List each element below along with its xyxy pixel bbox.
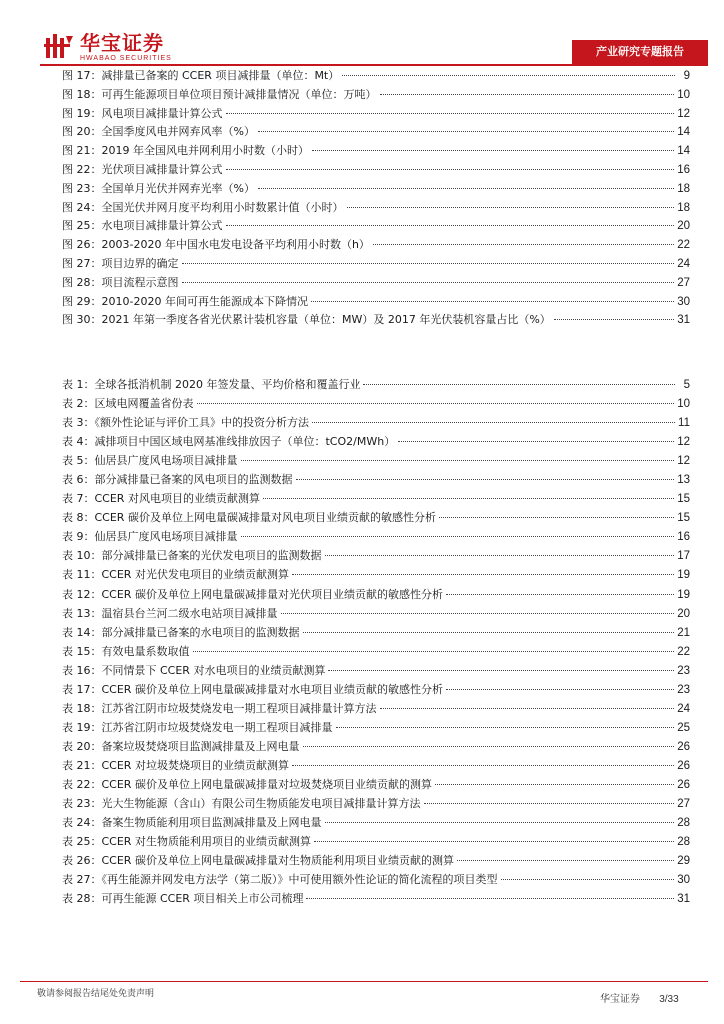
table-index-entry-page: 23 — [677, 664, 690, 677]
hwabao-logo-icon — [44, 32, 74, 60]
table-index-entry-page: 16 — [677, 531, 690, 544]
dot-leader — [263, 498, 674, 499]
figure-index-entry-page: 14 — [677, 126, 690, 139]
figure-index-entry[interactable] — [62, 123, 690, 142]
table-index-entry-page: 13 — [677, 474, 690, 487]
table-index-entry-page: 10 — [677, 398, 690, 411]
figure-index-entry-page: 18 — [677, 182, 690, 195]
dot-leader — [182, 282, 675, 283]
page-number: 3/33 — [659, 994, 679, 1005]
dot-leader — [226, 169, 675, 170]
dot-leader — [312, 422, 675, 423]
table-index-entry-title: 表 18：江苏省江阴市垃圾焚烧发电一期工程项目减排量计算方法 — [62, 701, 377, 715]
figure-index-entry[interactable] — [62, 86, 690, 105]
dot-leader — [380, 94, 675, 95]
figure-index-entry-page: 9 — [683, 70, 690, 82]
table-index-entry[interactable] — [62, 870, 690, 889]
figure-index-entry-title: 图 22：光伏项目减排量计算公式 — [62, 162, 223, 176]
table-index-entry[interactable] — [62, 375, 690, 394]
figure-index-entry-page: 31 — [677, 314, 690, 327]
footer-info — [600, 990, 679, 1005]
figure-index-entry[interactable] — [62, 293, 690, 312]
table-index-entry-title: 表 25：CCER 对生物质能利用项目的业绩贡献测算 — [62, 835, 311, 849]
table-index-entry[interactable] — [62, 394, 690, 413]
table-index-entry[interactable] — [62, 661, 690, 680]
table-index-entry-title: 表 21：CCER 对垃圾焚烧项目的业绩贡献测算 — [62, 758, 289, 772]
table-index-entry-title: 表 14：部分减排量已备案的水电项目的监测数据 — [62, 625, 300, 639]
table-index-entry[interactable] — [62, 832, 690, 851]
dot-leader — [311, 301, 674, 302]
table-index-entry[interactable] — [62, 699, 690, 718]
table-index-entry[interactable] — [62, 508, 690, 527]
table-index-entry-page: 20 — [677, 607, 690, 620]
dot-leader — [328, 670, 674, 671]
table-index-entry-page: 29 — [677, 855, 690, 868]
figure-index-entry[interactable] — [62, 105, 690, 124]
table-index-entry-title: 表 20：备案垃圾焚烧项目监测减排量及上网电量 — [62, 739, 300, 753]
dot-leader — [292, 574, 674, 575]
table-index-entry[interactable] — [62, 851, 690, 870]
dot-leader — [226, 113, 675, 114]
table-index-entry-title: 表 7：CCER 对风电项目的业绩贡献测算 — [62, 492, 260, 506]
dot-leader — [446, 594, 674, 595]
figure-index-entry-title: 图 21：2019 年全国风电并网利用小时数（小时） — [62, 144, 309, 158]
figure-index-entry-title: 图 23：全国单月光伏并网弃光率（%） — [62, 181, 255, 195]
table-index-entry[interactable] — [62, 604, 690, 623]
table-index-entry-title: 表 19：江苏省江阴市垃圾焚烧发电一期工程项目减排量 — [62, 720, 333, 734]
dot-leader — [303, 632, 675, 633]
brand-name-en: HWABAO SECURITIES — [80, 55, 172, 62]
figure-index-entry[interactable] — [62, 199, 690, 218]
figure-index-entry-title: 图 18：可再生能源项目单位项目预计减排量情况（单位：万吨） — [62, 87, 377, 101]
dot-leader — [380, 708, 675, 709]
table-index-entry-page: 21 — [677, 626, 690, 639]
table-index-entry-page: 15 — [677, 512, 690, 525]
dot-leader — [241, 460, 675, 461]
table-index-entry[interactable] — [62, 680, 690, 699]
table-index-entry-page: 31 — [677, 893, 690, 906]
dot-leader — [193, 651, 675, 652]
table-index-entry-page: 19 — [677, 588, 690, 601]
figure-index-entry-title: 图 28：项目流程示意图 — [62, 275, 179, 289]
figure-index-entry[interactable] — [62, 180, 690, 199]
table-index-entry-title: 表 26：CCER 碳价及单位上网电量碳减排量对生物质能利用项目业绩贡献的测算 — [62, 854, 454, 868]
table-index-entry-page: 23 — [677, 683, 690, 696]
table-index-entry-title: 表 3：《额外性论证与评价工具》中的投资分析方法 — [62, 416, 309, 430]
footer-brand: 华宝证券 — [600, 994, 640, 1005]
figure-index-entry[interactable] — [62, 67, 690, 86]
table-index-entry-page: 11 — [678, 417, 690, 430]
table-index-entry[interactable] — [62, 470, 690, 489]
table-index-entry-page: 26 — [677, 778, 690, 791]
figure-index-entry-title: 图 17：减排量已备案的 CCER 项目减排量（单位：Mt） — [62, 69, 340, 82]
dot-leader — [312, 150, 674, 151]
table-index-entry[interactable] — [62, 565, 690, 584]
table-index-entry-title: 表 12：CCER 碳价及单位上网电量碳减排量对光伏项目业绩贡献的敏感性分析 — [62, 587, 443, 601]
dot-leader — [281, 613, 675, 614]
figure-index-entry-page: 16 — [677, 163, 690, 176]
figure-index-entry[interactable] — [62, 142, 690, 161]
figure-index-entry-page: 10 — [677, 88, 690, 101]
figure-index-entry-page: 18 — [677, 201, 690, 214]
table-index-entry-page: 17 — [677, 550, 690, 563]
table-index-entry[interactable] — [62, 489, 690, 508]
figure-index-list — [62, 67, 690, 330]
table-index-entry-page: 28 — [677, 836, 690, 849]
table-index-entry[interactable] — [62, 623, 690, 642]
table-index-entry[interactable] — [62, 527, 690, 546]
figure-index-entry-title: 图 26：2003-2020 年中国水电发电设备平均利用小时数（h） — [62, 238, 370, 252]
figure-index-entry-title: 图 20：全国季度风电并网弃风率（%） — [62, 125, 255, 139]
table-index-entry-title: 表 6：部分减排量已备案的风电项目的监测数据 — [62, 473, 293, 487]
table-index-entry-page: 25 — [677, 721, 690, 734]
figure-index-entry[interactable] — [62, 311, 690, 330]
dot-leader — [197, 403, 675, 404]
table-index-entry-title: 表 23：光大生物能源（含山）有限公司生物质能发电项目减排量计算方法 — [62, 797, 421, 811]
figure-index-entry-page: 27 — [677, 276, 690, 289]
dot-leader — [439, 517, 674, 518]
table-index-list — [62, 375, 690, 908]
table-index-entry-title: 表 1：全球各抵消机制 2020 年签发量、平均价格和覆盖行业 — [62, 378, 361, 391]
dot-leader — [226, 225, 675, 226]
table-index-entry-page: 12 — [677, 436, 690, 449]
footer-disclaimer: 敬请参阅报告结尾处免责声明 — [37, 989, 155, 999]
table-index-entry-title: 表 24：备案生物质能利用项目监测减排量及上网电量 — [62, 816, 322, 830]
figure-index-entry-title: 图 27：项目边界的确定 — [62, 256, 179, 270]
table-index-entry-page: 15 — [677, 493, 690, 506]
figure-index-entry[interactable] — [62, 236, 690, 255]
dot-leader — [258, 188, 674, 189]
dot-leader — [306, 898, 674, 899]
table-index-entry[interactable] — [62, 794, 690, 813]
dot-leader — [325, 555, 675, 556]
brand-name-cn: 华宝证券 — [80, 31, 164, 55]
figure-index-entry[interactable] — [62, 274, 690, 293]
table-index-entry-page: 26 — [677, 740, 690, 753]
figure-index-entry-page: 12 — [677, 107, 690, 120]
figure-index-entry-title: 图 29：2010-2020 年间可再生能源成本下降情况 — [62, 294, 308, 308]
header-divider — [40, 64, 708, 66]
table-index-entry-page: 27 — [677, 798, 690, 811]
table-index-entry-page: 22 — [677, 645, 690, 658]
table-index-entry-title: 表 2：区域电网覆盖省份表 — [62, 397, 194, 411]
figure-index-entry-page: 24 — [677, 257, 690, 270]
page-header — [0, 0, 724, 68]
dot-leader — [241, 536, 675, 537]
dot-leader — [292, 765, 674, 766]
table-index-entry[interactable] — [62, 813, 690, 832]
dot-leader — [424, 803, 675, 804]
table-index-entry[interactable] — [62, 756, 690, 775]
dot-leader — [554, 319, 674, 320]
dot-leader — [347, 207, 675, 208]
table-index-entry-page: 28 — [677, 817, 690, 830]
table-index-entry-page: 26 — [677, 759, 690, 772]
table-index-entry-title: 表 15：有效电量系数取值 — [62, 644, 190, 658]
table-index-entry-page: 5 — [683, 379, 690, 391]
figure-index-entry-title: 图 25：水电项目减排量计算公式 — [62, 219, 223, 233]
table-index-entry-title: 表 9：仙居县广度风电场项目减排量 — [62, 530, 238, 544]
table-index-entry-page: 30 — [677, 874, 690, 887]
table-index-entry[interactable] — [62, 585, 690, 604]
dot-leader — [303, 746, 675, 747]
brand-logo — [44, 30, 244, 66]
dot-leader — [342, 75, 675, 76]
dot-leader — [314, 841, 674, 842]
table-index-entry-title: 表 5：仙居县广度风电场项目减排量 — [62, 454, 238, 468]
dot-leader — [373, 244, 674, 245]
figure-index-entry-title: 图 19：风电项目减排量计算公式 — [62, 106, 223, 120]
dot-leader — [258, 131, 674, 132]
table-index-entry[interactable] — [62, 432, 690, 451]
figure-index-entry-title: 图 30：2021 年第一季度各省光伏累计装机容量（单位：MW）及 2017 年光伏装机容量占比（%） — [62, 313, 551, 327]
figure-index-entry-page: 20 — [677, 220, 690, 233]
dot-leader — [446, 689, 674, 690]
dot-leader — [457, 860, 674, 861]
dot-leader — [296, 479, 675, 480]
footer-divider — [20, 981, 708, 982]
figure-index-entry[interactable] — [62, 217, 690, 236]
figure-index-entry[interactable] — [62, 161, 690, 180]
table-index-entry-title: 表 13：温宿县台兰河二级水电站项目减排量 — [62, 606, 278, 620]
table-index-entry[interactable] — [62, 889, 690, 908]
table-index-entry-page: 19 — [677, 569, 690, 582]
table-index-entry-title: 表 17：CCER 碳价及单位上网电量碳减排量对水电项目业绩贡献的敏感性分析 — [62, 682, 443, 696]
figure-index-entry-page: 22 — [677, 239, 690, 252]
dot-leader — [325, 822, 675, 823]
table-index-entry-title: 表 28：可再生能源 CCER 项目相关上市公司梳理 — [62, 892, 304, 906]
table-index-entry-title: 表 8：CCER 碳价及单位上网电量碳减排量对风电项目业绩贡献的敏感性分析 — [62, 511, 436, 525]
figure-index-entry[interactable] — [62, 255, 690, 274]
table-index-entry[interactable] — [62, 413, 690, 432]
table-index-entry[interactable] — [62, 451, 690, 470]
figure-index-entry-page: 30 — [677, 295, 690, 308]
table-index-entry[interactable] — [62, 775, 690, 794]
dot-leader — [182, 263, 675, 264]
table-index-entry[interactable] — [62, 546, 690, 565]
figure-index-entry-title: 图 24：全国光伏并网月度平均利用小时数累计值（小时） — [62, 200, 344, 214]
table-index-entry-title: 表 11：CCER 对光伏发电项目的业绩贡献测算 — [62, 568, 289, 582]
table-index-entry-page: 12 — [677, 455, 690, 468]
dot-leader — [501, 879, 675, 880]
dot-leader — [336, 727, 675, 728]
dot-leader — [435, 784, 674, 785]
report-type-badge: 产业研究专题报告 — [572, 40, 708, 64]
table-index-entry-title: 表 4：减排项目中国区域电网基准线排放因子（单位：tCO2/MWh） — [62, 435, 396, 449]
table-index-entry[interactable] — [62, 718, 690, 737]
table-index-entry[interactable] — [62, 642, 690, 661]
figure-index-entry-page: 14 — [677, 145, 690, 158]
dot-leader — [398, 441, 674, 442]
table-index-entry[interactable] — [62, 737, 690, 756]
table-index-entry-page: 24 — [677, 702, 690, 715]
dot-leader — [363, 384, 675, 385]
table-index-entry-title: 表 22：CCER 碳价及单位上网电量碳减排量对垃圾焚烧项目业绩贡献的测算 — [62, 777, 432, 791]
table-index-entry-title: 表 27：《再生能源并网发电方法学（第二版）》中可使用额外性论证的简化流程的项目类型 — [62, 873, 498, 887]
table-index-entry-title: 表 10：部分减排量已备案的光伏发电项目的监测数据 — [62, 549, 322, 563]
table-index-entry-title: 表 16：不同情景下 CCER 对水电项目的业绩贡献测算 — [62, 663, 326, 677]
